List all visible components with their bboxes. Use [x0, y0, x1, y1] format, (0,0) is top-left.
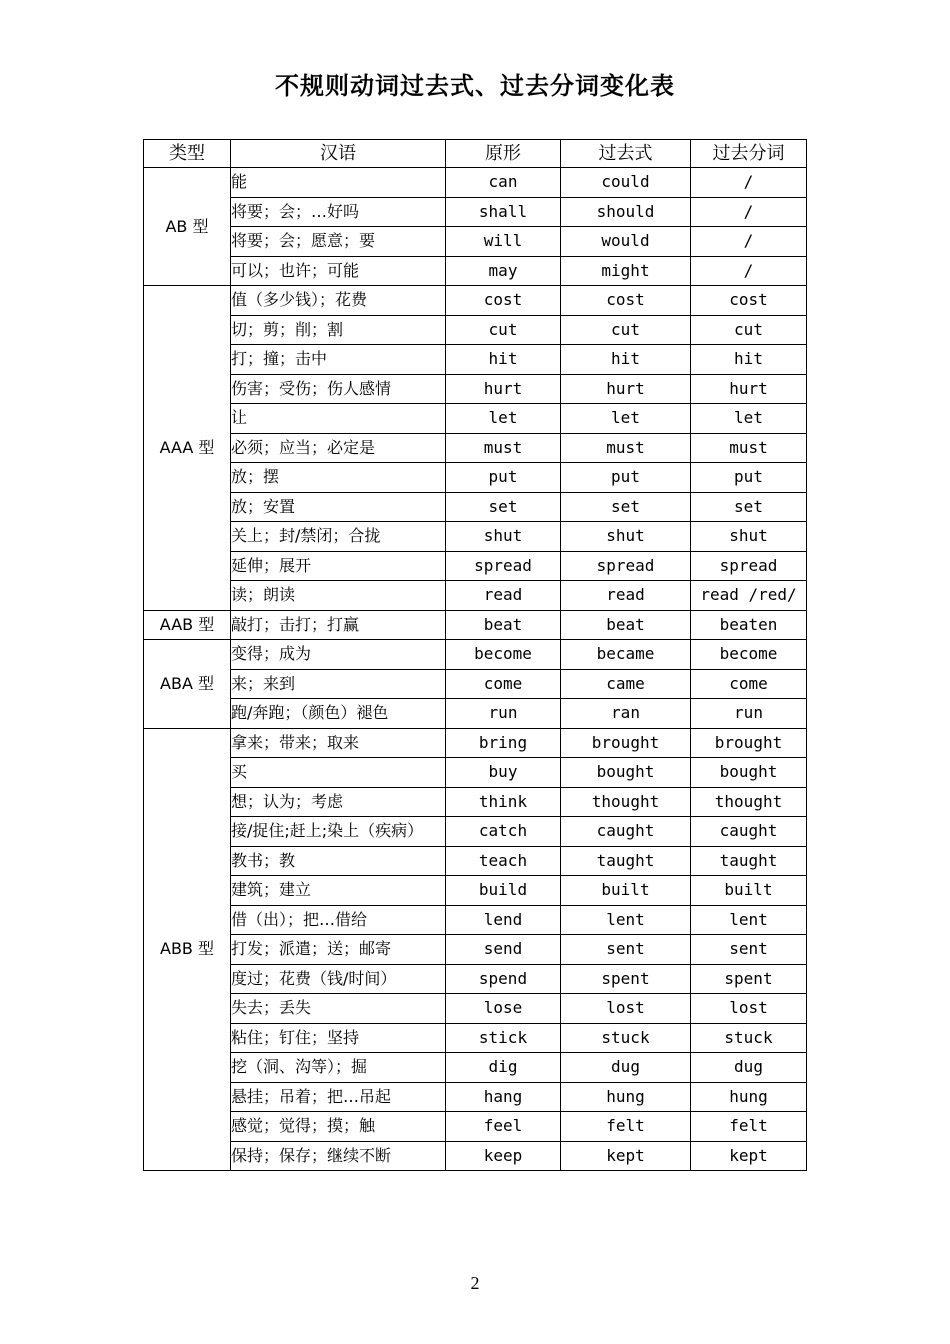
- chinese-meaning-cell: 教书；教: [231, 846, 446, 876]
- chinese-meaning-cell: 放；摆: [231, 463, 446, 493]
- past-tense-cell: taught: [561, 846, 691, 876]
- chinese-meaning-cell: 放；安置: [231, 492, 446, 522]
- past-participle-cell: spent: [691, 964, 807, 994]
- table-row: [144, 522, 807, 552]
- table-row: [144, 640, 807, 670]
- table-row: [144, 1112, 807, 1142]
- table-row: [144, 876, 807, 906]
- chinese-meaning-cell: 将要；会；愿意；要: [231, 227, 446, 257]
- past-participle-cell: felt: [691, 1112, 807, 1142]
- table-row: [144, 286, 807, 316]
- past-tense-cell: could: [561, 168, 691, 198]
- past-tense-cell: bought: [561, 758, 691, 788]
- base-form-cell: shut: [446, 522, 561, 552]
- past-tense-cell: thought: [561, 787, 691, 817]
- past-tense-cell: must: [561, 433, 691, 463]
- chinese-meaning-cell: 将要；会；…好吗: [231, 197, 446, 227]
- table-row: [144, 905, 807, 935]
- chinese-meaning-cell: 关上；封/禁闭；合拢: [231, 522, 446, 552]
- past-participle-cell: stuck: [691, 1023, 807, 1053]
- past-participle-cell: beaten: [691, 610, 807, 640]
- past-participle-cell: /: [691, 168, 807, 198]
- past-participle-cell: /: [691, 256, 807, 286]
- past-participle-cell: shut: [691, 522, 807, 552]
- past-tense-cell: brought: [561, 728, 691, 758]
- past-tense-cell: ran: [561, 699, 691, 729]
- base-form-cell: lose: [446, 994, 561, 1024]
- verb-type-cell: ABB 型: [144, 728, 231, 1171]
- irregular-verb-table: [143, 139, 807, 1171]
- chinese-meaning-cell: 能: [231, 168, 446, 198]
- past-tense-cell: shut: [561, 522, 691, 552]
- past-tense-cell: sent: [561, 935, 691, 965]
- table-row: [144, 994, 807, 1024]
- chinese-meaning-cell: 挖（洞、沟等）；掘: [231, 1053, 446, 1083]
- table-row: [144, 1141, 807, 1171]
- chinese-meaning-cell: 保持；保存；继续不断: [231, 1141, 446, 1171]
- past-tense-cell: kept: [561, 1141, 691, 1171]
- past-tense-cell: cost: [561, 286, 691, 316]
- base-form-cell: feel: [446, 1112, 561, 1142]
- chinese-meaning-cell: 打；撞；击中: [231, 345, 446, 375]
- chinese-meaning-cell: 跑/奔跑；（颜色）褪色: [231, 699, 446, 729]
- past-participle-cell: hung: [691, 1082, 807, 1112]
- table-row: [144, 345, 807, 375]
- page-title: 不规则动词过去式、过去分词变化表: [275, 72, 675, 100]
- base-form-cell: hit: [446, 345, 561, 375]
- chinese-meaning-cell: 可以；也许；可能: [231, 256, 446, 286]
- chinese-meaning-cell: 伤害；受伤；伤人感情: [231, 374, 446, 404]
- chinese-meaning-cell: 粘住；钉住；坚持: [231, 1023, 446, 1053]
- table-body: [144, 168, 807, 1171]
- base-form-cell: let: [446, 404, 561, 434]
- header-base-form: 原形: [446, 140, 561, 168]
- past-participle-cell: hurt: [691, 374, 807, 404]
- past-tense-cell: built: [561, 876, 691, 906]
- header-type: 类型: [144, 140, 231, 168]
- table-row: [144, 964, 807, 994]
- chinese-meaning-cell: 值（多少钱）；花费: [231, 286, 446, 316]
- chinese-meaning-cell: 度过；花费（钱/时间）: [231, 964, 446, 994]
- chinese-meaning-cell: 变得；成为: [231, 640, 446, 670]
- chinese-meaning-cell: 切；剪；削；割: [231, 315, 446, 345]
- past-tense-cell: came: [561, 669, 691, 699]
- chinese-meaning-cell: 失去；丢失: [231, 994, 446, 1024]
- page-number: 2: [470, 1273, 480, 1293]
- base-form-cell: put: [446, 463, 561, 493]
- past-participle-cell: dug: [691, 1053, 807, 1083]
- chinese-meaning-cell: 悬挂；吊着；把…吊起: [231, 1082, 446, 1112]
- past-participle-cell: must: [691, 433, 807, 463]
- table-row: [144, 492, 807, 522]
- chinese-meaning-cell: 来；来到: [231, 669, 446, 699]
- base-form-cell: come: [446, 669, 561, 699]
- past-participle-cell: lost: [691, 994, 807, 1024]
- past-tense-cell: caught: [561, 817, 691, 847]
- table-row: [144, 669, 807, 699]
- base-form-cell: buy: [446, 758, 561, 788]
- header-chinese: 汉语: [231, 140, 446, 168]
- past-participle-cell: lent: [691, 905, 807, 935]
- base-form-cell: stick: [446, 1023, 561, 1053]
- past-tense-cell: felt: [561, 1112, 691, 1142]
- table-row: [144, 256, 807, 286]
- header-past-participle: 过去分词: [691, 140, 807, 168]
- past-participle-cell: /: [691, 197, 807, 227]
- base-form-cell: beat: [446, 610, 561, 640]
- table-row: [144, 1053, 807, 1083]
- past-tense-cell: stuck: [561, 1023, 691, 1053]
- header-past-tense: 过去式: [561, 140, 691, 168]
- table-header-row: [144, 140, 807, 168]
- past-participle-cell: caught: [691, 817, 807, 847]
- past-tense-cell: spent: [561, 964, 691, 994]
- chinese-meaning-cell: 让: [231, 404, 446, 434]
- past-participle-cell: read /red/: [691, 581, 807, 611]
- base-form-cell: will: [446, 227, 561, 257]
- base-form-cell: bring: [446, 728, 561, 758]
- base-form-cell: dig: [446, 1053, 561, 1083]
- base-form-cell: may: [446, 256, 561, 286]
- past-tense-cell: should: [561, 197, 691, 227]
- chinese-meaning-cell: 建筑；建立: [231, 876, 446, 906]
- past-tense-cell: set: [561, 492, 691, 522]
- base-form-cell: catch: [446, 817, 561, 847]
- chinese-meaning-cell: 接/捉住;赶上;染上（疾病）: [231, 817, 446, 847]
- base-form-cell: hang: [446, 1082, 561, 1112]
- past-participle-cell: hit: [691, 345, 807, 375]
- table-row: [144, 846, 807, 876]
- past-participle-cell: cut: [691, 315, 807, 345]
- past-tense-cell: read: [561, 581, 691, 611]
- past-tense-cell: hit: [561, 345, 691, 375]
- past-participle-cell: taught: [691, 846, 807, 876]
- past-participle-cell: set: [691, 492, 807, 522]
- chinese-meaning-cell: 想；认为；考虑: [231, 787, 446, 817]
- chinese-meaning-cell: 必须；应当；必定是: [231, 433, 446, 463]
- table-row: [144, 728, 807, 758]
- past-tense-cell: cut: [561, 315, 691, 345]
- base-form-cell: cost: [446, 286, 561, 316]
- past-tense-cell: might: [561, 256, 691, 286]
- chinese-meaning-cell: 延伸；展开: [231, 551, 446, 581]
- past-participle-cell: let: [691, 404, 807, 434]
- table-row: [144, 1082, 807, 1112]
- base-form-cell: must: [446, 433, 561, 463]
- table-row: [144, 197, 807, 227]
- base-form-cell: teach: [446, 846, 561, 876]
- table-row: [144, 610, 807, 640]
- past-participle-cell: brought: [691, 728, 807, 758]
- past-participle-cell: cost: [691, 286, 807, 316]
- past-participle-cell: put: [691, 463, 807, 493]
- base-form-cell: shall: [446, 197, 561, 227]
- past-participle-cell: kept: [691, 1141, 807, 1171]
- verb-type-cell: AB 型: [144, 168, 231, 286]
- table-row: [144, 168, 807, 198]
- base-form-cell: cut: [446, 315, 561, 345]
- past-tense-cell: dug: [561, 1053, 691, 1083]
- past-tense-cell: put: [561, 463, 691, 493]
- past-participle-cell: spread: [691, 551, 807, 581]
- past-tense-cell: let: [561, 404, 691, 434]
- past-tense-cell: hurt: [561, 374, 691, 404]
- table-row: [144, 374, 807, 404]
- table-row: [144, 404, 807, 434]
- base-form-cell: set: [446, 492, 561, 522]
- chinese-meaning-cell: 读；朗读: [231, 581, 446, 611]
- base-form-cell: can: [446, 168, 561, 198]
- table-row: [144, 787, 807, 817]
- base-form-cell: send: [446, 935, 561, 965]
- table-row: [144, 227, 807, 257]
- table-row: [144, 699, 807, 729]
- past-tense-cell: became: [561, 640, 691, 670]
- past-participle-cell: become: [691, 640, 807, 670]
- past-participle-cell: bought: [691, 758, 807, 788]
- past-tense-cell: would: [561, 227, 691, 257]
- base-form-cell: think: [446, 787, 561, 817]
- base-form-cell: read: [446, 581, 561, 611]
- table-row: [144, 581, 807, 611]
- chinese-meaning-cell: 打发；派遣；送；邮寄: [231, 935, 446, 965]
- table-row: [144, 315, 807, 345]
- past-participle-cell: sent: [691, 935, 807, 965]
- base-form-cell: hurt: [446, 374, 561, 404]
- table-row: [144, 817, 807, 847]
- table-row: [144, 463, 807, 493]
- past-tense-cell: lent: [561, 905, 691, 935]
- past-tense-cell: spread: [561, 551, 691, 581]
- past-participle-cell: come: [691, 669, 807, 699]
- past-participle-cell: thought: [691, 787, 807, 817]
- verb-type-cell: AAA 型: [144, 286, 231, 611]
- base-form-cell: lend: [446, 905, 561, 935]
- base-form-cell: build: [446, 876, 561, 906]
- verb-type-cell: ABA 型: [144, 640, 231, 729]
- base-form-cell: run: [446, 699, 561, 729]
- chinese-meaning-cell: 拿来；带来；取来: [231, 728, 446, 758]
- chinese-meaning-cell: 借（出）；把…借给: [231, 905, 446, 935]
- chinese-meaning-cell: 买: [231, 758, 446, 788]
- table-row: [144, 758, 807, 788]
- base-form-cell: spend: [446, 964, 561, 994]
- table-row: [144, 1023, 807, 1053]
- base-form-cell: become: [446, 640, 561, 670]
- past-participle-cell: /: [691, 227, 807, 257]
- chinese-meaning-cell: 敲打；击打；打赢: [231, 610, 446, 640]
- table-row: [144, 433, 807, 463]
- past-participle-cell: run: [691, 699, 807, 729]
- verb-type-cell: AAB 型: [144, 610, 231, 640]
- past-tense-cell: lost: [561, 994, 691, 1024]
- table-row: [144, 935, 807, 965]
- past-participle-cell: built: [691, 876, 807, 906]
- past-tense-cell: beat: [561, 610, 691, 640]
- base-form-cell: spread: [446, 551, 561, 581]
- chinese-meaning-cell: 感觉；觉得；摸；触: [231, 1112, 446, 1142]
- past-tense-cell: hung: [561, 1082, 691, 1112]
- base-form-cell: keep: [446, 1141, 561, 1171]
- table-row: [144, 551, 807, 581]
